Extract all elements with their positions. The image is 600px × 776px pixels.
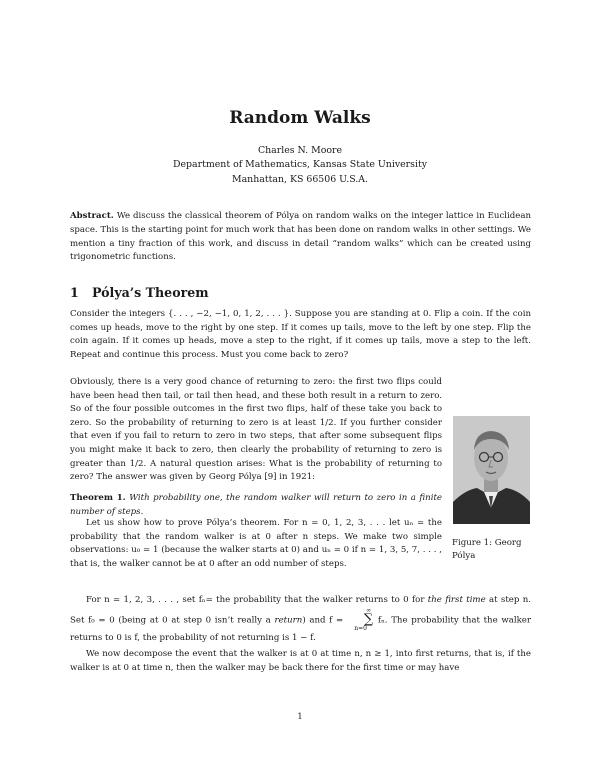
section-heading [70, 284, 531, 302]
portrait-drawing [453, 416, 530, 524]
abstract-text: We discuss the classical theorem of Pólya on random walks on the integer lattice in Euclidean space. This is the starting point for much work that has been done on random walks in other settings. We mention a tiny fraction of this work, and discuss in detail “random walks” which can be created using trigonometric functions. [70, 211, 531, 263]
theorem-text: With probability one, the random walker will return to zero in a finite number of steps. [70, 493, 442, 517]
sum-symbol [348, 608, 373, 632]
section-number: 1 [70, 285, 79, 300]
paper-title: Random Walks [229, 108, 371, 128]
sum-upper-limit: ∞ [366, 606, 372, 614]
theorem-1 [70, 492, 442, 519]
paragraph-4-part-a: For n = 1, 2, 3, . . . , set fₙ= the probability that the walker returns to 0 for [86, 595, 428, 605]
paragraph-4-emphasis-2: return [274, 615, 303, 626]
sigma-glyph: ∑ [363, 611, 374, 627]
abstract-label: Abstract. [70, 211, 114, 221]
paragraph-5: We now decompose the event that the walker is at 0 at time n, n ≥ 1, into first returns, that is, if the walker is at 0 at time n, then the walker may be back there for the first time or may have [70, 649, 531, 673]
paragraph-4-part-c: ) and f = [302, 615, 347, 626]
paragraph-1: Consider the integers {. . . , −2, −1, 0, 1, 2, . . . }. Suppose you are standing at 0. Flip a coin. If the coin comes up heads, move to the right by one step. If it comes up tails, move to the left by one step. Flip the coin again. If it comes up heads, move a step to the right, if it comes up tails, move a step to the left. Repeat and continue this process. Must you come back to zero? [70, 309, 531, 360]
page-number: 1 [297, 712, 303, 722]
sum-lower-limit: n=0 [354, 624, 367, 632]
author-name: Charles N. Moore [257, 145, 343, 156]
paragraph-3: Let us show how to prove Pólya’s theorem. For n = 0, 1, 2, 3, . . . let uₙ = the probability that the random walker is at 0 after n steps. We make two simple observations: u₀ = 1 (because the walker starts at 0) and uₙ = 0 if n = 1, 3, 5, 7, . . . , that is, the walker cannot be at 0 after an odd number of steps. [70, 518, 442, 569]
paragraph-4-part-d: fₙ. The probability that the walker returns to 0 is f, the probability of not returning is 1 − f. [70, 615, 531, 643]
paragraph-4 [70, 594, 531, 645]
author-block [0, 144, 600, 187]
polya-portrait-image [453, 416, 530, 524]
paragraph-2: Obviously, there is a very good chance of returning to zero: the first two flips could have been head then tail, or tail then head, and these both result in a return to zero. So of the four possible outcomes in the first two flips, half of these take you back to zero. So the probability of returning to zero is at least 1/2. If you further consider that even if you fail to return to zero in two steps, that after some subsequent flips you might make it back to zero, then clearly the probability of returning to zero is greater than 1/2. A natural question arises: What is the probability of returning to zero? The answer was given by Georg Pólya [9] in 1921: [70, 377, 442, 483]
paragraph-4-emphasis: the first time [427, 595, 486, 605]
figure-caption: Figure 1: Georg Pólya [452, 538, 522, 561]
author-address: Manhattan, KS 66506 U.S.A. [231, 173, 369, 185]
abstract [70, 210, 531, 265]
paragraph-4-part-b: at step n. Set f₀ = 0 (being at 0 at step 0 isn’t really a [70, 595, 531, 626]
theorem-label: Theorem 1. [70, 493, 126, 503]
section-title: Pólya’s Theorem [92, 285, 209, 300]
author-affiliation: Department of Mathematics, Kansas State University [172, 159, 428, 171]
